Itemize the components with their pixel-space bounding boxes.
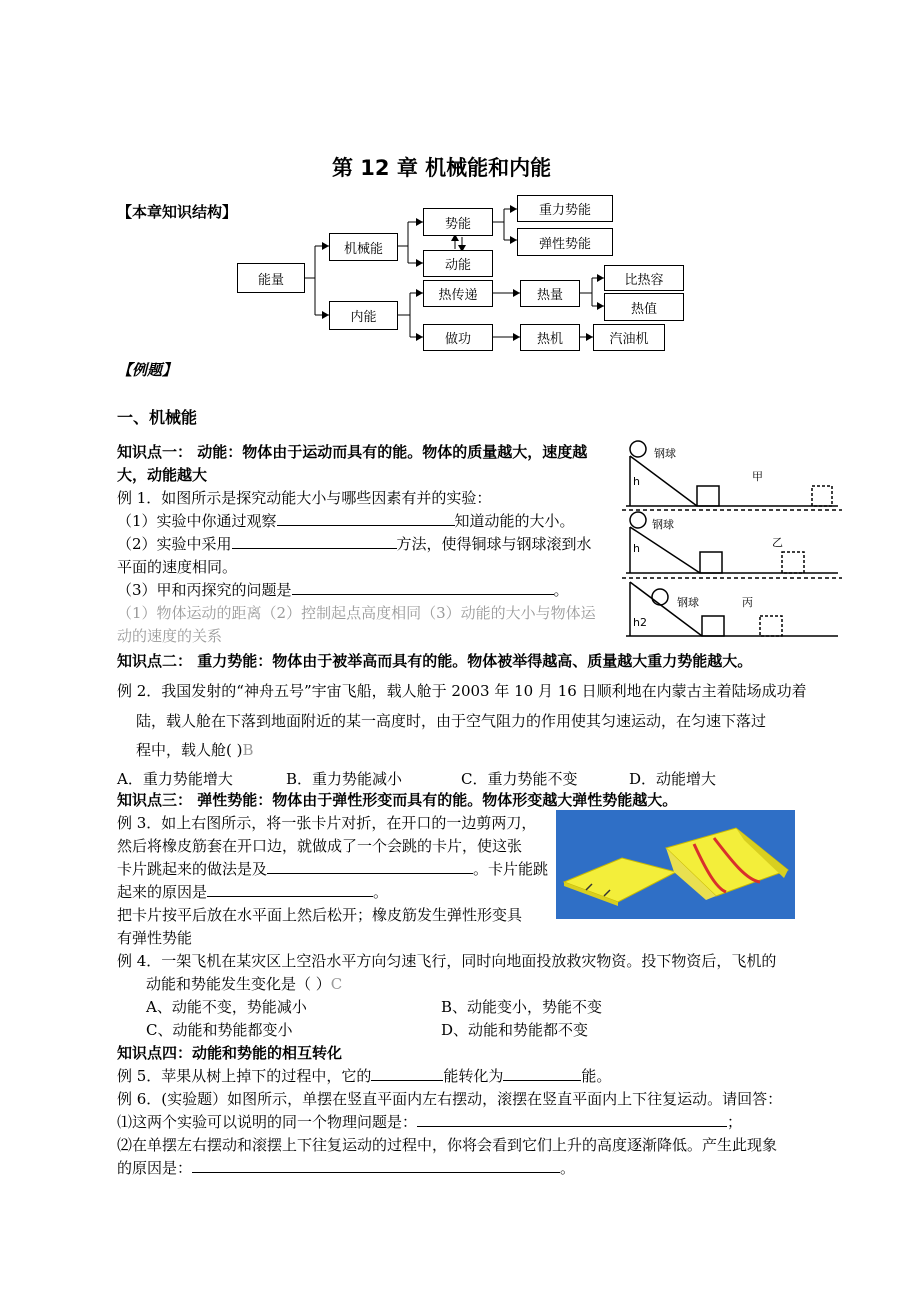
example-2-line1: 例 2．我国发射的“神舟五号”宇宙飞船，载人舱于 2003 年 10 月 16 日顺利地在内蒙古主着陆场成功着 (117, 682, 807, 700)
knowledge-point-4: 知识点四：动能和势能的相互转化 (117, 1044, 343, 1062)
ball-label-3: 钢球 (677, 596, 699, 609)
jumping-card-drawing (556, 810, 795, 919)
example-1-q3-tail: 。 (553, 581, 569, 599)
example-2-option-a: A．重力势能增大 (117, 770, 233, 788)
example-1-answer-line2: 动的速度的关系 (117, 627, 223, 645)
node-potential-energy: 势能 (423, 208, 493, 236)
jumping-card-image (556, 810, 795, 919)
example-3-line4-text: 起来的原因是 (117, 883, 208, 901)
example-5-blank-1[interactable] (371, 1065, 443, 1081)
example-3-line3-text: 卡片跳起来的做法是及 (117, 860, 268, 878)
example-6-blank-1[interactable] (417, 1111, 727, 1127)
example-3-answer-line2: 有弹性势能 (117, 929, 193, 947)
node-energy: 能量 (237, 263, 305, 293)
example-2-option-d: D．动能增大 (629, 770, 717, 788)
example-3-line2: 然后将橡皮筋套在开口边，就做成了一个会跳的卡片，使这张 (117, 837, 523, 855)
panel-label-2: 乙 (772, 536, 783, 549)
node-elastic-pe: 弹性势能 (517, 228, 613, 256)
example-3-answer-line1: 把卡片按平后放在水平面上然后松开；橡皮筋发生弹性形变具 (117, 906, 523, 924)
example-1-q2 (117, 533, 592, 555)
node-gravitational-pe: 重力势能 (517, 195, 613, 222)
node-heat-engine: 热机 (520, 324, 580, 351)
example-3-line1: 例 3．如上右图所示，将一张卡片对折，在开口的一边剪两刀， (117, 814, 537, 832)
example-5-text-c: 能。 (581, 1067, 612, 1085)
node-heat-value: 热值 (604, 293, 684, 321)
example-6-line2 (117, 1111, 742, 1133)
page-title: 第 12 章 机械能和内能 (332, 156, 552, 180)
example-4-option-b: B、动能变小，势能不变 (441, 998, 603, 1016)
node-mechanical-energy: 机械能 (329, 233, 398, 261)
example-3-line3 (117, 858, 548, 880)
example-1-q1-tail: 知道动能的大小。 (454, 512, 575, 530)
example-5 (117, 1065, 611, 1087)
example-6-line4-text: 的原因是： (117, 1159, 193, 1177)
height-label-3: h2 (633, 616, 647, 629)
node-specific-heat: 比热容 (604, 265, 684, 291)
node-work: 做功 (423, 324, 493, 351)
example-1-q2-tail: 方法，使得铜球与钢球滚到水 (396, 535, 592, 553)
example-6-line4 (117, 1157, 575, 1179)
example-3-blank-1[interactable] (267, 858, 473, 874)
example-1-q1 (117, 510, 575, 532)
height-label-2: h (633, 542, 640, 555)
example-2-line3-text: 程中，载人舱( ) (136, 741, 243, 759)
example-6-line1: 例 6．(实验题）如图所示，单摆在竖直平面内左右摆动，滚摆在竖直平面内上下往复运动。请回答： (117, 1090, 783, 1108)
structure-heading: 【本章知识结构】 (117, 203, 238, 221)
knowledge-point-1-line2: 大，动能越大 (117, 466, 208, 484)
ramp-experiment-figure (622, 440, 842, 640)
example-1-q3-blank[interactable] (292, 579, 554, 595)
example-3-line3-tail: 。卡片能跳 (473, 860, 549, 878)
node-internal-energy: 内能 (329, 301, 398, 330)
example-4-option-c: C、动能和势能都变小 (146, 1021, 293, 1039)
example-4-line2-text: 动能和势能发生变化是（ ） (146, 975, 331, 993)
example-1-q2-text: （2）实验中采用 (117, 535, 232, 553)
node-heat: 热量 (520, 280, 580, 307)
example-6-blank-2[interactable] (192, 1157, 560, 1173)
example-1-answer-line1: （1）物体运动的距离（2）控制起点高度相同（3）动能的大小与物体运 (117, 604, 596, 622)
knowledge-point-3: 知识点三： 弹性势能：物体由于弹性形变而具有的能。物体形变越大弹性势能越大。 (117, 791, 678, 809)
example-5-text-b: 能转化为 (443, 1067, 504, 1085)
example-1-q1-blank[interactable] (277, 510, 455, 526)
example-6-line3: ⑵在单摆左右摆动和滚摆上下往复运动的过程中，你将会看到它们上升的高度逐渐降低。产生此现象 (117, 1136, 778, 1154)
panel-label-1: 甲 (752, 470, 763, 483)
ball-label-1: 钢球 (654, 447, 676, 460)
example-6-line4-tail: 。 (560, 1159, 576, 1177)
example-3-blank-2[interactable] (207, 881, 373, 897)
example-1-q2-cont: 平面的速度相同。 (117, 558, 238, 576)
example-6-line2-text: ⑴这两个实验可以说明的同一个物理问题是： (117, 1113, 418, 1131)
example-2-line2: 陆，载人舱在下落到地面附近的某一高度时，由于空气阻力的作用使其匀速运动，在匀速下落过 (136, 712, 767, 730)
example-1-q2-blank[interactable] (232, 533, 397, 549)
example-2-answer: B (242, 741, 254, 759)
example-5-blank-2[interactable] (503, 1065, 581, 1081)
knowledge-point-2: 知识点二： 重力势能：物体由于被举高而具有的能。物体被举得越高、质量越大重力势能越大。 (117, 652, 753, 670)
examples-heading: 【例题】 (117, 361, 178, 379)
node-kinetic-energy: 动能 (423, 250, 493, 277)
example-4-answer: C (330, 975, 343, 993)
height-label-1: h (633, 475, 640, 488)
example-4-option-d: D、动能和势能都不变 (441, 1021, 589, 1039)
node-heat-transfer: 热传递 (423, 280, 493, 307)
example-1-q3 (117, 579, 569, 601)
example-4-option-a: A、动能不变，势能减小 (146, 998, 307, 1016)
section-mechanical-energy: 一、机械能 (117, 408, 198, 427)
example-1-q3-text: （3）甲和丙探究的问题是 (117, 581, 292, 599)
example-1-stem: 例 1．如图所示是探究动能大小与哪些因素有并的实验： (117, 489, 492, 507)
example-4-line1: 例 4．一架飞机在某灾区上空沿水平方向匀速飞行，同时向地面投放救灾物资。投下物资后，飞机的 (117, 952, 777, 970)
knowledge-point-1-line1: 知识点一： 动能：物体由于运动而具有的能。物体的质量越大，速度越 (117, 443, 588, 461)
panel-label-3: 丙 (742, 596, 753, 609)
ramp-experiment-drawing (622, 440, 842, 640)
example-3-line4-tail: 。 (373, 883, 389, 901)
node-gasoline-engine: 汽油机 (593, 324, 665, 351)
example-2-option-c: C．重力势能不变 (461, 770, 578, 788)
example-2-line3 (136, 739, 254, 761)
example-5-text-a: 例 5．苹果从树上掉下的过程中，它的 (117, 1067, 372, 1085)
example-6-line2-tail: ； (727, 1113, 743, 1131)
example-3-line4 (117, 881, 388, 903)
ball-label-2: 钢球 (652, 518, 674, 531)
example-1-q1-text: （1）实验中你通过观察 (117, 512, 277, 530)
example-2-option-b: B．重力势能减小 (286, 770, 403, 788)
example-4-line2 (146, 973, 342, 995)
diagram-connectors (0, 0, 920, 370)
